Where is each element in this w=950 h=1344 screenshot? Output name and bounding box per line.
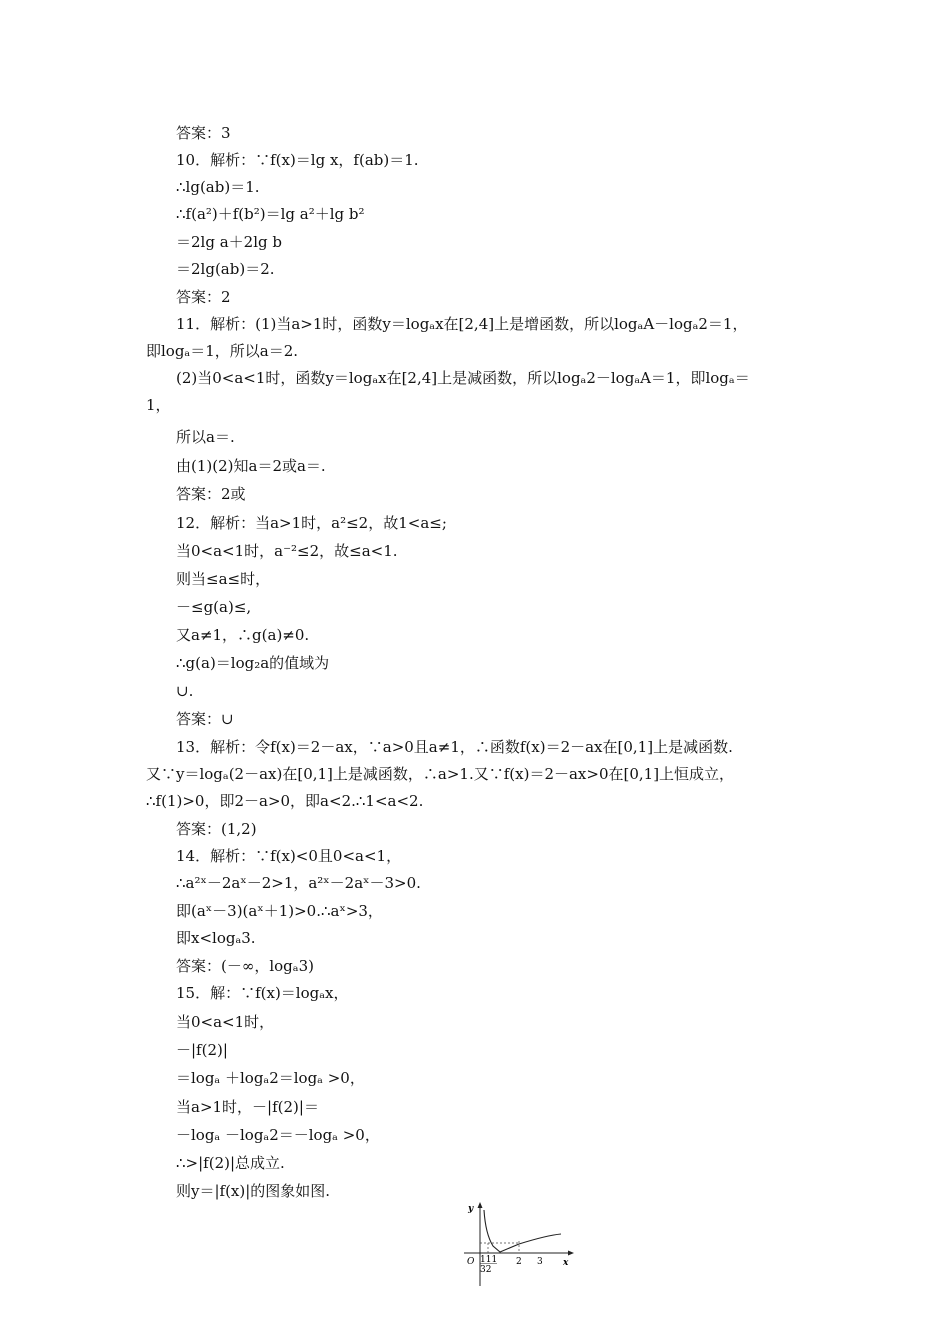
text-line: 即(aˣ－3)(aˣ＋1)>0.∴aˣ>3， bbox=[176, 902, 383, 920]
text-line: ＝logₐ ＋logₐ2＝logₐ >0， bbox=[176, 1069, 365, 1087]
function-curve bbox=[484, 1210, 561, 1252]
text-line: －logₐ －logₐ2＝－logₐ >0， bbox=[176, 1126, 380, 1144]
text-line: 当0<a<1时， bbox=[176, 1013, 275, 1031]
text-line: 答案：(－∞，logₐ3) bbox=[176, 957, 314, 975]
x-axis-label: x bbox=[563, 1258, 569, 1268]
text-line: ＝2lg(ab)＝2. bbox=[176, 260, 275, 278]
text-line: 答案：2或 bbox=[176, 485, 246, 503]
text-line: ∴g(a)＝log₂a的值域为 bbox=[176, 654, 330, 672]
text-line: －|f(2)| bbox=[176, 1041, 228, 1059]
origin-label: O bbox=[467, 1257, 475, 1267]
text-line: ∴>|f(2)|总成立. bbox=[176, 1154, 285, 1172]
text-line: 所以a＝. bbox=[176, 428, 235, 446]
text-line: 即logₐ＝1，所以a＝2. bbox=[146, 342, 299, 360]
text-line: 答案：∪ bbox=[176, 710, 234, 728]
text-line: ∴a²ˣ－2aˣ－2>1，a²ˣ－2aˣ－3>0. bbox=[176, 874, 421, 892]
text-line: 则当≤a≤时， bbox=[176, 570, 271, 588]
text-line: ＝2lg a＋2lg b bbox=[176, 233, 282, 251]
text-line: 又∵y＝logₐ(2－ax)在[0,1]上是减函数，∴a>1.又∵f(x)＝2－ax>0在[0,1]上恒成立， bbox=[146, 765, 735, 783]
text-line: 12．解析：当a>1时，a²≤2，故1<a≤; bbox=[176, 514, 447, 532]
y-axis-arrow bbox=[478, 1202, 483, 1208]
text-line: (2)当0<a<1时，函数y＝logₐx在[2,4]上是减函数，所以logₐ2－logₐA＝1，即logₐ＝ bbox=[176, 369, 750, 387]
text-line: 则y＝|f(x)|的图象如图. bbox=[176, 1182, 331, 1200]
tick-label-fractions-bottom: 32 bbox=[480, 1265, 492, 1275]
text-line: ∴f(1)>0，即2－a>0，即a<2.∴1<a<2. bbox=[146, 792, 424, 810]
text-line: 14．解析：∵f(x)<0且0<a<1， bbox=[176, 847, 402, 865]
text-line: －≤g(a)≤, bbox=[176, 598, 252, 616]
text-line: ∪. bbox=[176, 682, 194, 700]
text-line: 1， bbox=[146, 396, 171, 414]
text-line: 答案：3 bbox=[176, 124, 231, 142]
text-line: ∴lg(ab)＝1. bbox=[176, 178, 260, 196]
x-axis-arrow bbox=[568, 1251, 574, 1256]
text-line: 10．解析：∵f(x)＝lg x，f(ab)＝1. bbox=[176, 151, 419, 169]
tick-label-fractions-top: 111 bbox=[480, 1255, 498, 1265]
text-line: 11．解析：(1)当a>1时，函数y＝logₐx在[2,4]上是增函数，所以logₐA－logₐ2＝1， bbox=[176, 315, 748, 333]
tick-label-2: 2 bbox=[516, 1257, 522, 1267]
text-line: 又a≠1，∴g(a)≠0. bbox=[176, 626, 310, 644]
text-line: 15．解：∵f(x)＝logₐx， bbox=[176, 984, 349, 1002]
text-line: ∴f(a²)＋f(b²)＝lg a²＋lg b² bbox=[176, 205, 365, 223]
text-line: 13．解析：令f(x)＝2－ax，∵a>0且a≠1，∴函数f(x)＝2－ax在[0,1]上是减函数. bbox=[176, 738, 733, 756]
text-line: 当a>1时，－|f(2)|＝ bbox=[176, 1098, 319, 1116]
text-line: 答案：2 bbox=[176, 288, 231, 306]
text-line: 即x<logₐ3. bbox=[176, 929, 256, 947]
text-line: 答案：(1,2) bbox=[176, 820, 257, 838]
text-line: 由(1)(2)知a＝2或a＝. bbox=[176, 457, 326, 475]
y-axis-label: y bbox=[468, 1204, 474, 1214]
tick-label-3: 3 bbox=[537, 1257, 543, 1267]
function-graph-figure bbox=[460, 1198, 580, 1288]
text-line: 当0<a<1时，a⁻²≤2，故≤a<1. bbox=[176, 542, 398, 560]
